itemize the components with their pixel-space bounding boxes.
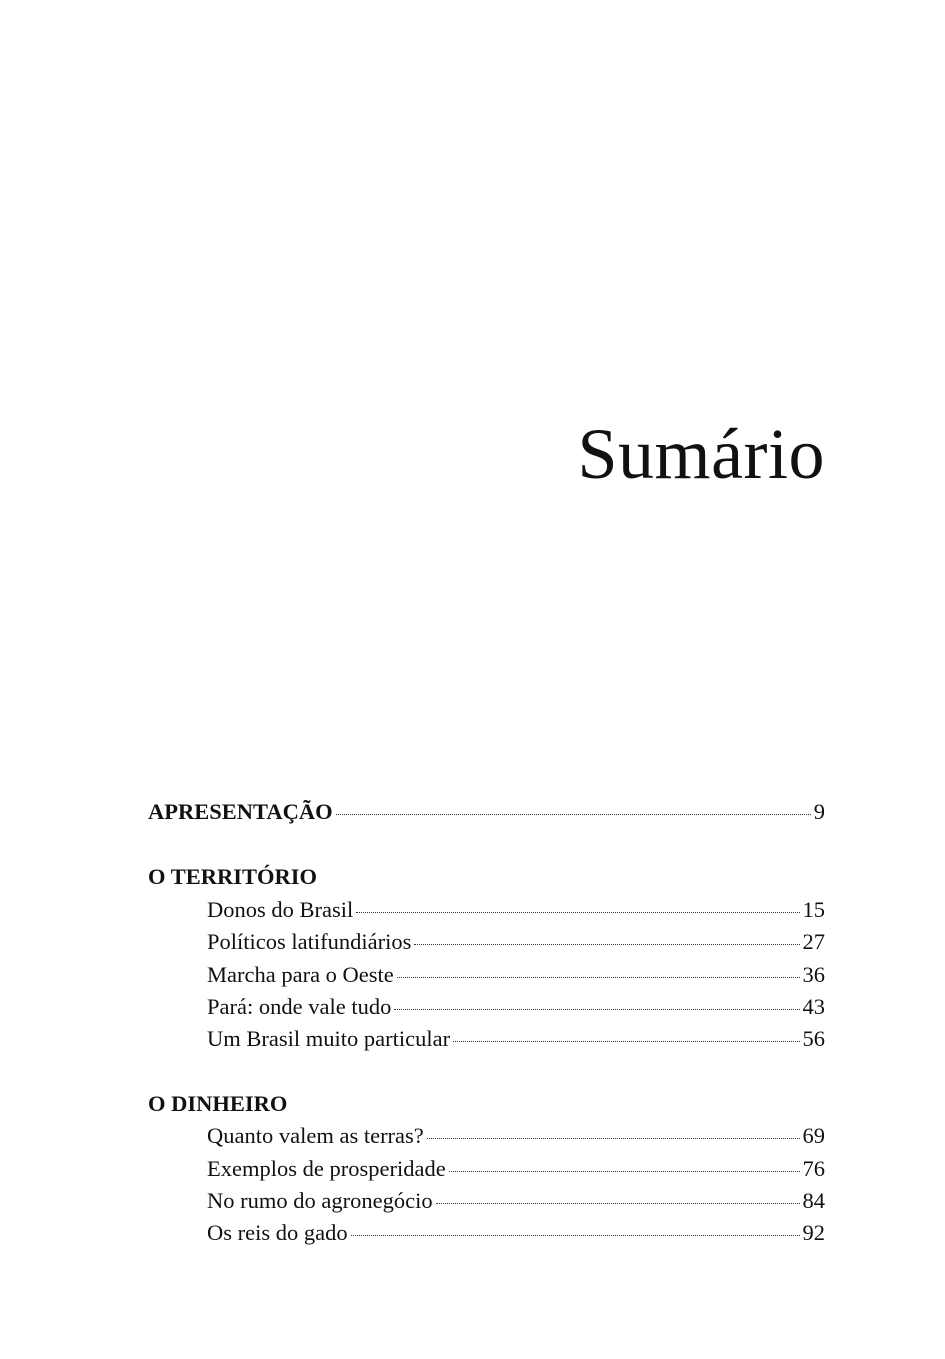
toc-entry-label: Políticos latifundiários [207, 929, 412, 954]
section-heading-dinheiro: O DINHEIRO [148, 1091, 288, 1116]
dot-leader [453, 1041, 799, 1042]
dot-leader [436, 1203, 800, 1204]
toc-entry[interactable] [207, 1155, 825, 1183]
toc-entry[interactable] [207, 1187, 825, 1215]
toc-entry-label: No rumo do agronegócio [207, 1188, 433, 1213]
toc-page-number: 9 [813, 799, 825, 824]
page-title: Sumário [577, 414, 825, 494]
dot-leader [397, 977, 800, 978]
toc-entry-apresentacao[interactable] [148, 798, 825, 826]
toc-entry-label: Um Brasil muito particular [207, 1026, 451, 1051]
toc-page-number: 56 [802, 1026, 825, 1051]
dot-leader [427, 1138, 800, 1139]
dot-leader [356, 912, 799, 913]
toc-page-number: 27 [802, 929, 825, 954]
toc-entry[interactable] [207, 1122, 825, 1150]
dot-leader [449, 1171, 800, 1172]
dot-leader [394, 1009, 799, 1010]
toc-entry[interactable] [207, 961, 825, 989]
toc-entry[interactable] [207, 993, 825, 1021]
toc-page-number: 69 [802, 1123, 825, 1148]
toc-entry[interactable] [207, 1219, 825, 1247]
toc-entry-label: Donos do Brasil [207, 897, 354, 922]
dot-leader [351, 1235, 800, 1236]
toc-entry-label: APRESENTAÇÃO [148, 799, 333, 824]
toc-entry[interactable] [207, 896, 825, 924]
toc-page-number: 15 [802, 897, 825, 922]
toc-entry-label: Pará: onde vale tudo [207, 994, 392, 1019]
toc-entry-label: Os reis do gado [207, 1220, 348, 1245]
dot-leader [414, 944, 799, 945]
toc-entry[interactable] [207, 1025, 825, 1053]
section-heading-territorio: O TERRITÓRIO [148, 864, 318, 889]
toc-entry[interactable] [207, 928, 825, 956]
toc-page-number: 43 [802, 994, 825, 1019]
toc-entry-label: Exemplos de prosperidade [207, 1156, 446, 1181]
dot-leader [336, 814, 811, 815]
toc-page-number: 36 [802, 962, 825, 987]
toc-entry-label: Marcha para o Oeste [207, 962, 394, 987]
toc-page-number: 84 [802, 1188, 825, 1213]
toc-entry-label: Quanto valem as terras? [207, 1123, 424, 1148]
toc-page-number: 76 [802, 1156, 825, 1181]
toc-page-number: 92 [802, 1220, 825, 1245]
